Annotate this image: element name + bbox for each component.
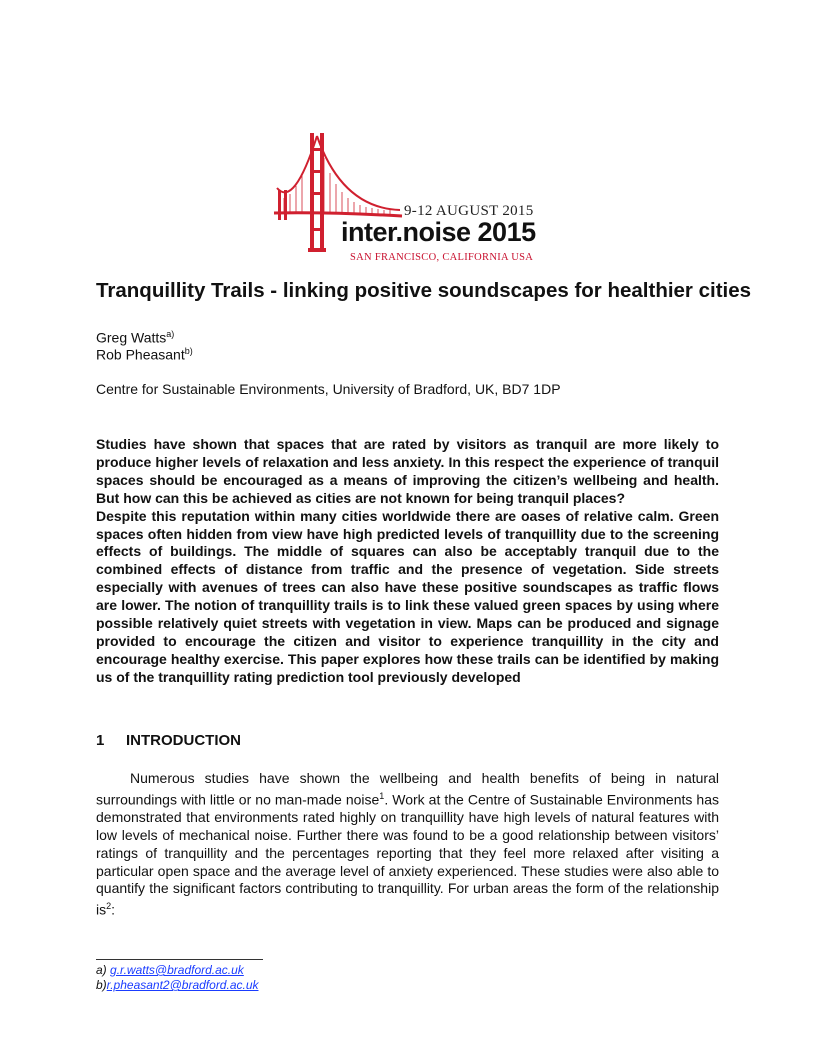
abstract [96,436,719,687]
bridge-tower-icon [308,133,326,252]
intro-text-part: Numerous studies have shown the wellbeing and health benefits of being in natural surroundings with little or no man-made noise [96,770,719,808]
intro-text-part: : [111,901,116,918]
citation-ref[interactable]: 1 [379,790,385,801]
footnote-b [96,978,259,992]
logo-date: 9-12 AUGUST 2015 [404,203,534,219]
footnote-a [96,963,244,977]
logo-location: SAN FRANCISCO, CALIFORNIA USA [350,252,534,263]
logo-name: inter.noise 2015 [341,217,536,247]
footnote-mark: a) [96,963,107,977]
abstract-paragraph: Studies have shown that spaces that are rated by visitors as tranquil are more likely to produce higher levels of relaxation and less anxiety. In this respect the experience of tranquil spaces should be encouraged as a means of improving the citizen’s wellbeing and health. But how can this be achieved as cities are not known for being tranquil places? [96,436,719,506]
intro-paragraph [96,770,719,920]
author-1 [96,329,174,346]
abstract-paragraph: Despite this reputation within many cities worldwide there are oases of relative calm. Green spaces often hidden from view have high predicted levels of tranquillity due to the screening effects of buildings. The middle of squares can also be acceptably tranquil due to the combined effects of distance from traffic and the presence of vegetation. Side streets especially with avenues of trees can also have these positive soundscapes as traffic flows are lower. The notion of tranquillity trails is to link these valued green spaces by using where possible relatively quiet streets with vegetation in view. Maps can be produced and signage provided to encourage the citizen and visitor to experience tranquillity in the city and encourage healthy exercise. This paper explores how these trails can be identified by making us of the tranquillity rating prediction tool previously developed [96,507,719,685]
email-link[interactable]: g.r.watts@bradford.ac.uk [110,963,244,977]
author-mark: b) [184,346,193,356]
introduction-text [96,770,719,920]
citation-ref[interactable]: 2 [106,901,112,912]
section-number: 1 [96,732,105,749]
author-2 [96,346,193,363]
paper-title: Tranquillity Trails - linking positive soundscapes for healthier cities [96,279,752,302]
golden-gate-bridge-icon [274,136,402,216]
footnote-divider [96,959,263,960]
author-name: Rob Pheasant [96,346,185,363]
author-name: Greg Watts [96,329,167,346]
affiliation: Centre for Sustainable Environments, University of Bradford, UK, BD7 1DP [96,381,561,397]
section-title: INTRODUCTION [126,732,241,749]
intro-text-part: . Work at the Centre of Sustainable Environments has demonstrated that environments rated highly on tranquillity have high levels of natural features with low levels of mechanical noise. Further there was found to be a good relationship between visitors’ ratings of tranquillity and the percentages reporting that they feel more relaxed after visiting a particular open space and the average level of anxiety experienced. These studies were also able to quantify the significant factors contributing to tranquillity. For urban areas the form of the relationship is [96,791,719,918]
author-mark: a) [166,329,175,339]
email-link[interactable]: r.pheasant2@bradford.ac.uk [106,978,259,992]
footnote-mark: b) [96,978,107,992]
section-heading [96,732,241,749]
